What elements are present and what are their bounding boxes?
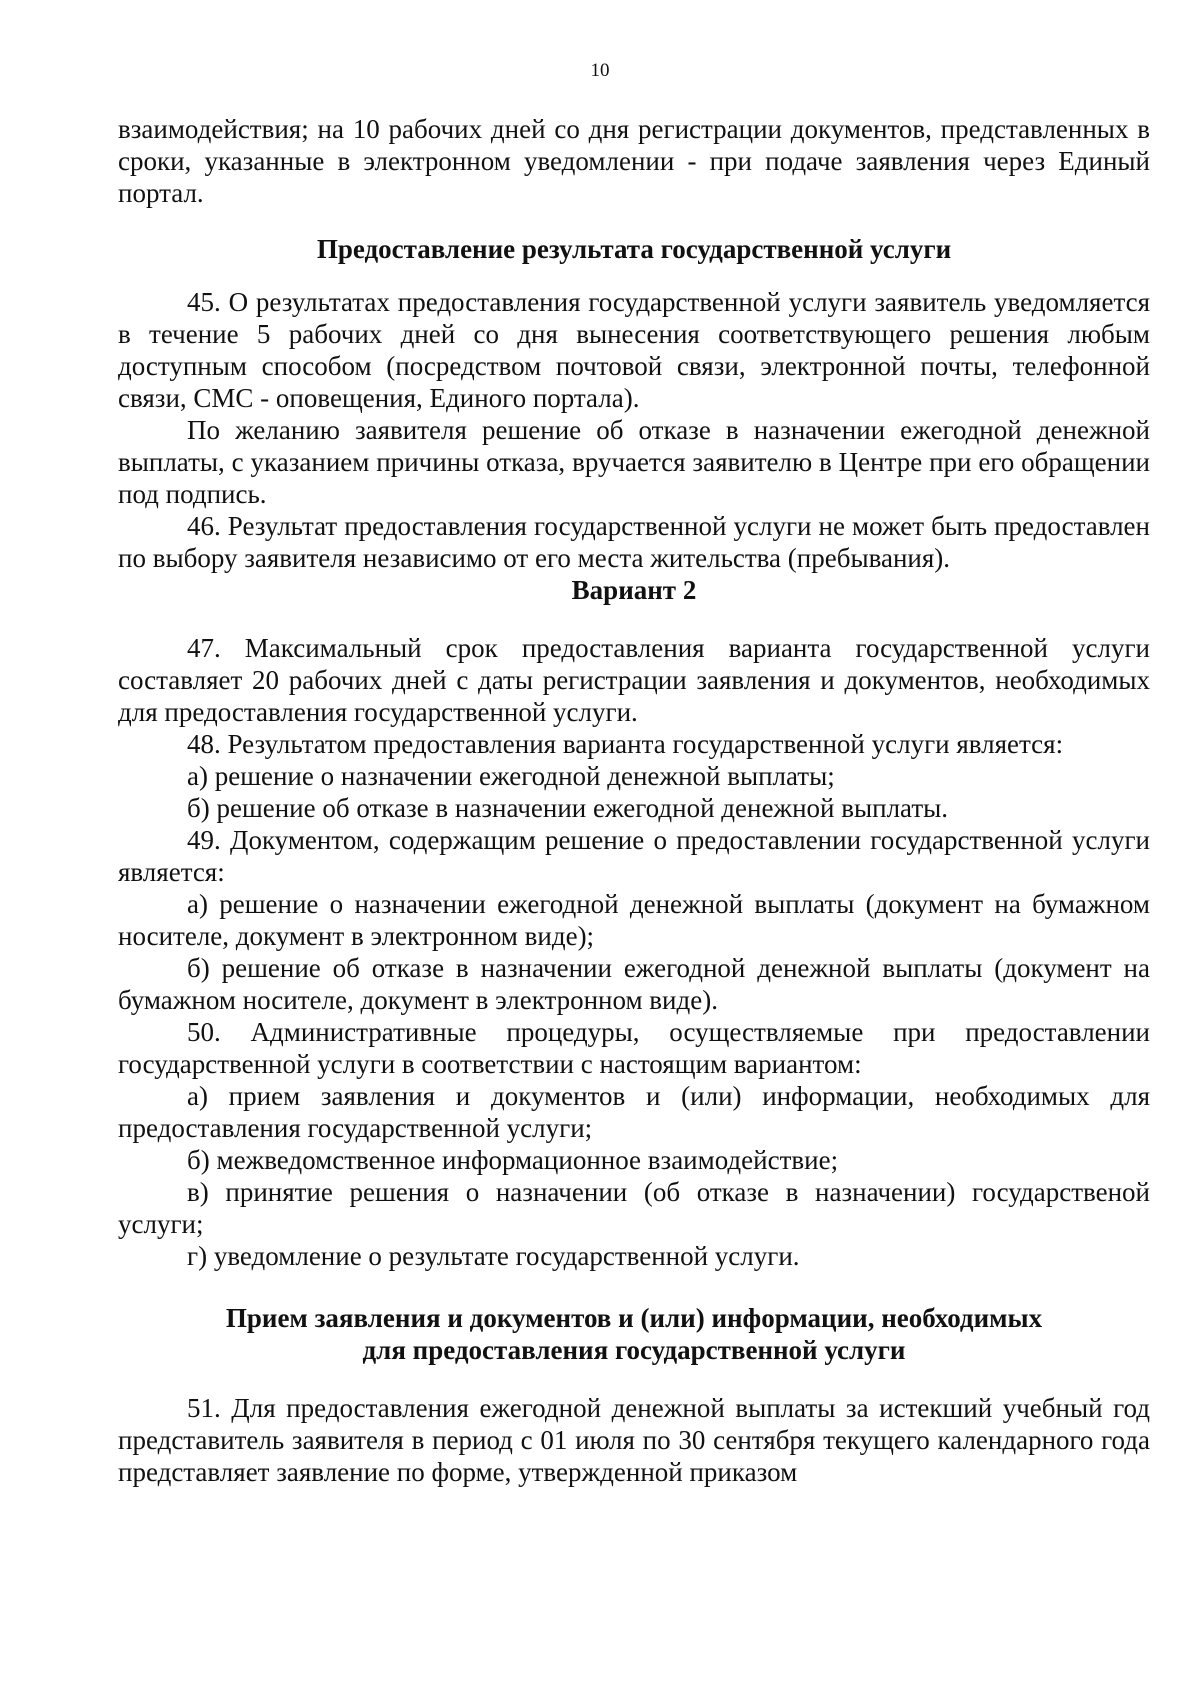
- paragraph-51: 51. Для предоставления ежегодной денежной выплаты за истекший учебный год представитель заявителя в период с 01 июля по 30 сентября текущего календарного года представляет заявление по форме, утвержденной приказом: [118, 1393, 1150, 1487]
- list-item-49a: а) решение о назначении ежегодной денежной выплаты (документ на бумажном носителе, документ в электронном виде);: [118, 889, 1150, 951]
- paragraph-continuation: взаимодействия; на 10 рабочих дней со дня регистрации документов, представленных в сроки, указанные в электронном уведомлении - при подаче заявления через Единый портал.: [118, 114, 1150, 208]
- list-item-50g: г) уведомление о результате государственной услуги.: [187, 1241, 800, 1271]
- list-item-48a: а) решение о назначении ежегодной денежной выплаты;: [187, 761, 835, 791]
- list-item-49b: б) решение об отказе в назначении ежегодной денежной выплаты (документ на бумажном носителе, документ в электронном виде).: [118, 953, 1150, 1015]
- page-number: 10: [590, 60, 610, 81]
- section-heading-application-line-1: Прием заявления и документов и (или) информации, необходимых: [225, 1303, 1043, 1333]
- list-item-50v: в) принятие решения о назначении (об отказе в назначении) государственой услуги;: [118, 1177, 1150, 1239]
- section-heading-application-line-2: для предоставления государственной услуги: [362, 1335, 906, 1365]
- paragraph-49: 49. Документом, содержащим решение о предоставлении государственной услуги является:: [118, 825, 1150, 887]
- paragraph-45-refusal: По желанию заявителя решение об отказе в назначении ежегодной денежной выплаты, с указанием причины отказа, вручается заявителю в Центре при его обращении под подпись.: [118, 415, 1150, 509]
- list-item-50b: б) межведомственное информационное взаимодействие;: [187, 1145, 839, 1175]
- paragraph-46: 46. Результат предоставления государственной услуги не может быть предоставлен по выбору заявителя независимо от его места жительства (пребывания).: [118, 511, 1150, 573]
- paragraph-50: 50. Административные процедуры, осуществляемые при предоставлении государственной услуги в соответствии с настоящим вариантом:: [118, 1017, 1150, 1079]
- paragraph-47: 47. Максимальный срок предоставления варианта государственной услуги составляет 20 рабочих дней с даты регистрации заявления и документов, необходимых для предоставления государственной услуги.: [118, 633, 1150, 727]
- list-item-48b: б) решение об отказе в назначении ежегодной денежной выплаты.: [187, 793, 949, 823]
- list-item-50a: а) прием заявления и документов и (или) информации, необходимых для предоставления государственной услуги;: [118, 1081, 1150, 1143]
- paragraph-45: 45. О результатах предоставления государственной услуги заявитель уведомляется в течение 5 рабочих дней со дня вынесения соответствующего решения любым доступным способом (посредством почтовой связи, электронной почты, телефонной связи, СМС - оповещения, Единого портала).: [118, 287, 1150, 413]
- section-heading-result: Предоставление результата государственной услуги: [316, 234, 952, 264]
- paragraph-48: 48. Результатом предоставления варианта государственной услуги является:: [187, 729, 1064, 759]
- section-heading-variant-2: Вариант 2: [571, 575, 697, 605]
- document-body: [118, 113, 1150, 1488]
